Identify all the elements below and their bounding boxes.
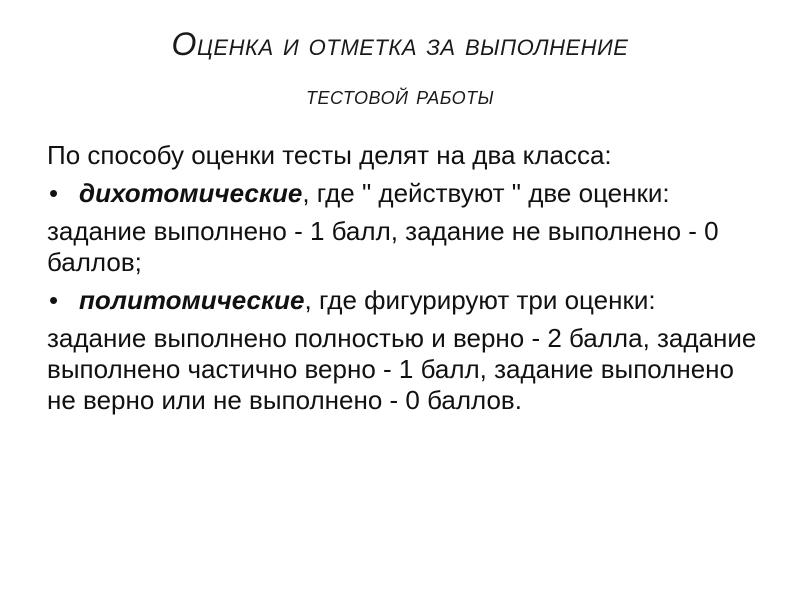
slide-title xyxy=(0,28,800,108)
bullet-term-polytomous: политомические xyxy=(79,285,305,315)
polytomous-detail-paragraph: задание выполнено полностью и верно - 2 балла, задание выполнено частично верно - 1 балл, задание выполнено не верно или не выполнено - 0 баллов. xyxy=(47,323,757,415)
title-line-1: Оценка и отметка за выполнение xyxy=(171,26,629,62)
bullet-item-polytomous xyxy=(47,285,767,316)
bullet-marker: • xyxy=(49,285,59,315)
bullet-marker: • xyxy=(49,178,59,208)
bullet-text-polytomous: , где фигурируют три оценки: xyxy=(304,285,656,315)
bullet-text-dichotomous: , где " действуют " две оценки: xyxy=(302,178,670,208)
slide-body xyxy=(47,140,767,423)
dichotomous-detail-paragraph: задание выполнено - 1 балл, задание не выполнено - 0 баллов; xyxy=(47,216,719,277)
title-line-2: тестовой работы xyxy=(305,80,495,110)
intro-paragraph: По способу оценки тесты делят на два класса: xyxy=(47,140,612,170)
bullet-term-dichotomous: дихотомические xyxy=(79,178,303,208)
bullet-item-dichotomous xyxy=(47,178,767,209)
